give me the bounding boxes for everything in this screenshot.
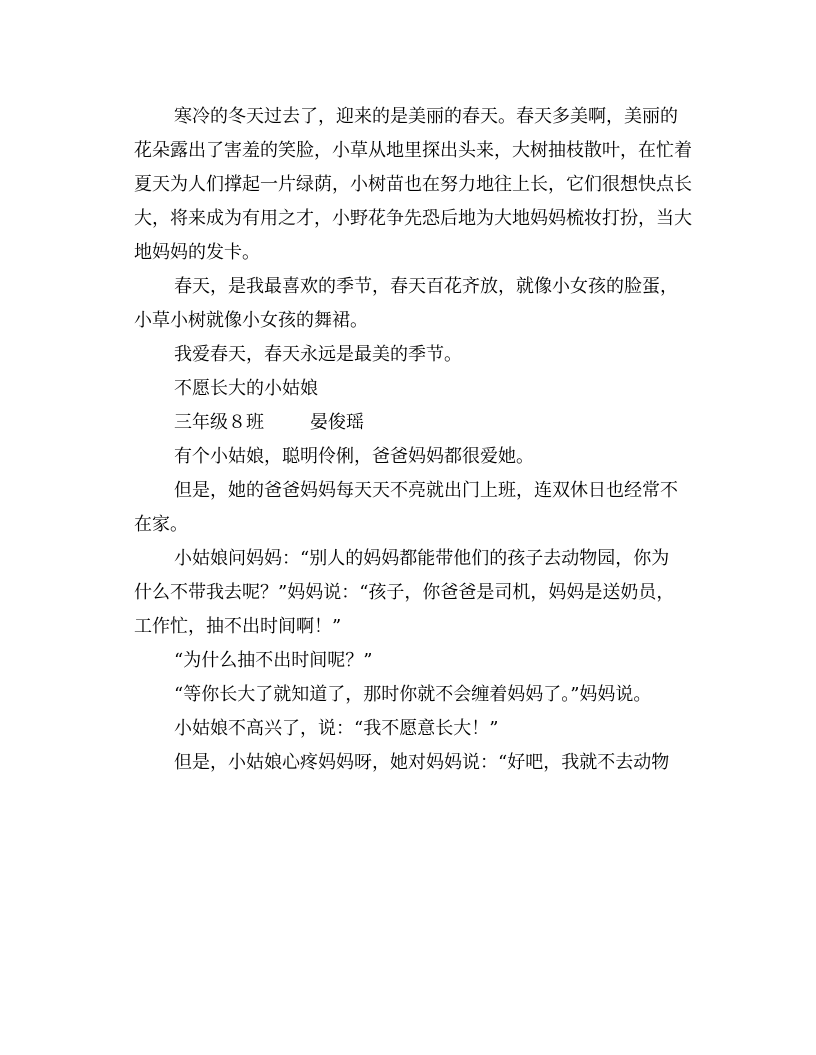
- text-line: 春天，是我最喜欢的季节，春天百花齐放，就像小女孩的脸蛋，: [174, 276, 678, 297]
- text-line: “等你长大了就知道了，那时你就不会缠着妈妈了。”妈妈说。: [174, 684, 652, 705]
- byline-class: 三年级８班: [174, 412, 264, 433]
- byline-author: 晏俊瑶: [310, 412, 364, 433]
- text-line: 但是，她的爸爸妈妈每天天不亮就出门上班，连双休日也经常不: [174, 480, 678, 501]
- story-paragraph: [134, 746, 704, 780]
- story-byline: [134, 406, 704, 440]
- text-line: 大，将来成为有用之才，小野花争先恐后地为大地妈妈梳妆打扮，当大: [134, 208, 692, 229]
- text-line: 什么不带我去呢？”妈妈说：“孩子，你爸爸是司机，妈妈是送奶员，: [134, 582, 675, 603]
- text-line: 夏天为人们撑起一片绿荫，小树苗也在努力地往上长，它们很想快点长: [134, 174, 692, 195]
- text-line: 地妈妈的发卡。: [134, 242, 260, 263]
- text-line: 小姑娘问妈妈：“别人的妈妈都能带他们的孩子去动物园，你为: [174, 548, 670, 569]
- story-paragraph: [134, 678, 704, 712]
- document-body: [134, 100, 704, 780]
- story-paragraph: [134, 712, 704, 746]
- text-line: 花朵露出了害羞的笑脸，小草从地里探出头来，大树抽枝散叶，在忙着: [134, 140, 692, 161]
- paragraph-love-spring: [134, 338, 704, 372]
- text-line: 小草小树就像小女孩的舞裙。: [134, 310, 368, 331]
- story-paragraph: [134, 440, 704, 474]
- text-line: 有个小姑娘，聪明伶俐，爸爸妈妈都很爱她。: [174, 446, 534, 467]
- story-paragraph: [134, 644, 704, 678]
- text-line: 但是，小姑娘心疼妈妈呀，她对妈妈说：“好吧，我就不去动物: [174, 752, 670, 773]
- text-line: 工作忙，抽不出时间啊！”: [134, 616, 342, 637]
- text-line: 在家。: [134, 514, 188, 535]
- text-line: 我爱春天，春天永远是最美的季节。: [174, 344, 462, 365]
- text-line: “为什么抽不出时间呢？”: [174, 650, 373, 671]
- story-paragraph: [134, 542, 704, 644]
- paragraph-favorite-season: [134, 270, 704, 338]
- text-line: 寒冷的冬天过去了，迎来的是美丽的春天。春天多美啊，美丽的: [174, 106, 678, 127]
- story-paragraph: [134, 474, 704, 542]
- story-title: 不愿长大的小姑娘: [174, 378, 318, 399]
- text-line: 小姑娘不高兴了，说：“我不愿意长大！”: [174, 718, 499, 739]
- paragraph-spring-intro: [134, 100, 704, 270]
